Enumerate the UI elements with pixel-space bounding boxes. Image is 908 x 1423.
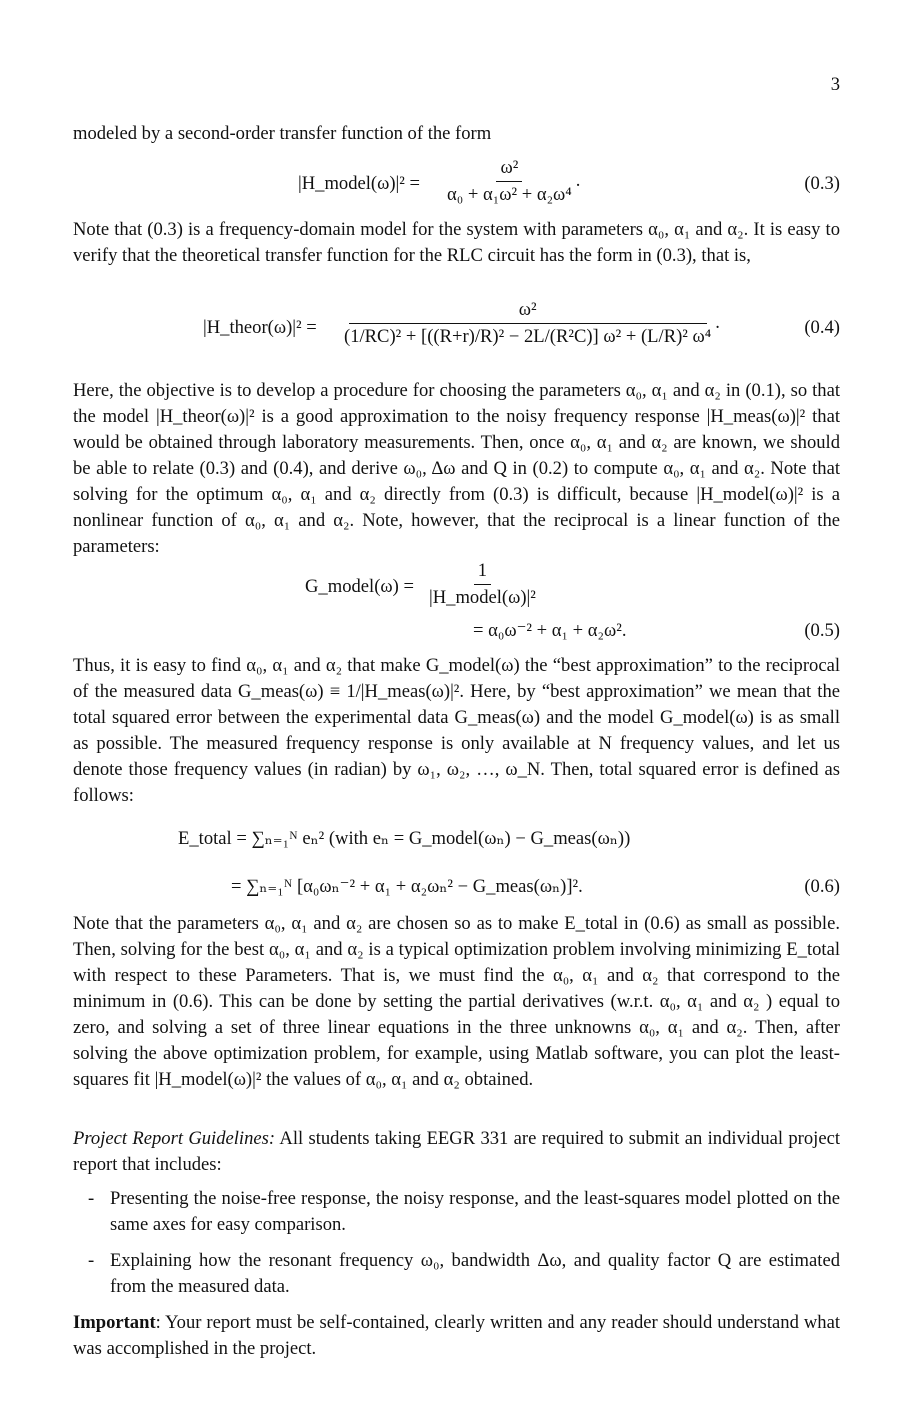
eq3-tail: .: [575, 169, 581, 191]
eq4-den: (1/RC)² + [((R+r)/R)² − 2L/(R²C)] ω² + (L/R)² ω⁴: [344, 326, 712, 347]
eq5-den: |H_model(ω)|²: [429, 587, 536, 608]
eq4-rhs: [340, 297, 720, 350]
paragraph-model-note: Note that (0.3) is a frequency-domain model for the system with parameters α₀, α₁ and α₂. It is easy to verify that the theoretical transfer function for the RLC circuit has the form in (0.3), that is,: [73, 219, 840, 266]
guidelines-text: All students taking EEGR 331 are required to submit an individual project report that includes:: [73, 1128, 840, 1175]
equation-0-5: [73, 558, 840, 648]
equation-0-3: [73, 155, 840, 215]
eq5-rhs: [425, 558, 540, 611]
list-item: Explaining how the resonant frequency ω₀, bandwidth Δω, and quality factor Q are estimated from the measured data.: [110, 1250, 840, 1297]
eq4-num: ω²: [349, 297, 707, 324]
paragraph-objective: Here, the objective is to develop a procedure for choosing the parameters α₀, α₁ and α₂ in (0.1), so that the model |H_theor(ω)|² is a good approximation to the noisy frequency response |H_meas(ω)|² that would be obtained through laboratory measurements. Then, once α₀, α₁ and α₂ are known, we should be able to relate (0.3) and (0.4), and derive ω₀, Δω and Q in (0.2) to compute α₀, α₁ and α₂. Note that solving for the optimum α₀, α₁ and α₂ directly from (0.3) is difficult, because |H_model(ω)|² is a nonlinear function of α₀, α₁ and α₂. Note, however, that the reciprocal is a linear function of the parameters:: [73, 380, 840, 557]
eq3-rhs: [443, 155, 580, 208]
eq3-den: α₀ + α₁ω² + α₂ω⁴: [447, 184, 572, 205]
eq5-num: 1: [474, 558, 491, 585]
eq4-lhs: |H_theor(ω)|² =: [203, 317, 317, 338]
list-item: Presenting the noise-free response, the noisy response, and the least-squares model plotted on the same axes for easy comparison.: [110, 1188, 840, 1235]
paragraph-best-approximation: Thus, it is easy to find α₀, α₁ and α₂ that make G_model(ω) the “best approximation” to the reciprocal of the measured data G_meas(ω) ≡ 1/|H_meas(ω)|². Here, by “best approximation” we mean that the total squared error between the experimental data G_meas(ω) and the model G_model(ω) is as small as possible. The measured frequency response is only available at N frequency values, and let us denote those frequency values (in radian) by ω₁, ω₂, …, ω_N. Then, total squared error is defined as follows:: [73, 655, 840, 806]
eq3-lhs: |H_model(ω)|² =: [298, 173, 420, 194]
eq5-line2: = α₀ω⁻² + α₁ + α₂ω².: [473, 620, 627, 641]
important-label: Important: [73, 1312, 156, 1333]
eq6-line1: E_total = ∑ₙ₌₁ᴺ eₙ² (with eₙ = G_model(ωₙ) − G_meas(ωₙ)): [178, 828, 631, 849]
guidelines-heading: Project Report Guidelines:: [73, 1128, 276, 1149]
eq6-label: (0.6): [804, 876, 840, 897]
bullet-marker: -: [88, 1188, 95, 1209]
equation-0-4: [73, 297, 840, 367]
equation-0-6: [73, 818, 840, 908]
eq6-line2: = ∑ₙ₌₁ᴺ [α₀ωₙ⁻² + α₁ + α₂ωₙ² − G_meas(ωₙ)]².: [231, 876, 583, 897]
eq4-label: (0.4): [804, 317, 840, 338]
eq5-label: (0.5): [804, 620, 840, 641]
paragraph-important: [73, 1310, 840, 1362]
paragraph-intro: modeled by a second-order transfer function of the form: [73, 123, 492, 144]
paragraph-report-guidelines: [73, 1126, 840, 1178]
eq5-lhs: G_model(ω) =: [305, 576, 414, 597]
paragraph-optimization: Note that the parameters α₀, α₁ and α₂ are chosen so as to make E_total in (0.6) as small as possible. Then, solving for the best α₀, α₁ and α₂ is a typical optimization problem involving minimizing E_total with respect to these Parameters. That is, we must find the α₀, α₁ and α₂ that correspond to the minimum in (0.6). This can be done by setting the partial derivatives (w.r.t. α₀, α₁ and α₂ ) equal to zero, and solving a set of three linear equations in the three unknowns α₀, α₁ and α₂. Then, after solving the above optimization problem, for example, using Matlab software, you can plot the least-squares fit |H_model(ω)|² the values of α₀, α₁ and α₂ obtained.: [73, 913, 840, 1090]
eq3-label: (0.3): [804, 173, 840, 194]
eq4-tail: .: [715, 311, 720, 333]
important-text: : Your report must be self-contained, clearly written and any reader should understand what was accomplished in the project.: [73, 1312, 840, 1359]
page-number: 3: [830, 74, 840, 95]
eq3-num: ω²: [496, 155, 522, 182]
bullet-marker: -: [88, 1250, 95, 1271]
